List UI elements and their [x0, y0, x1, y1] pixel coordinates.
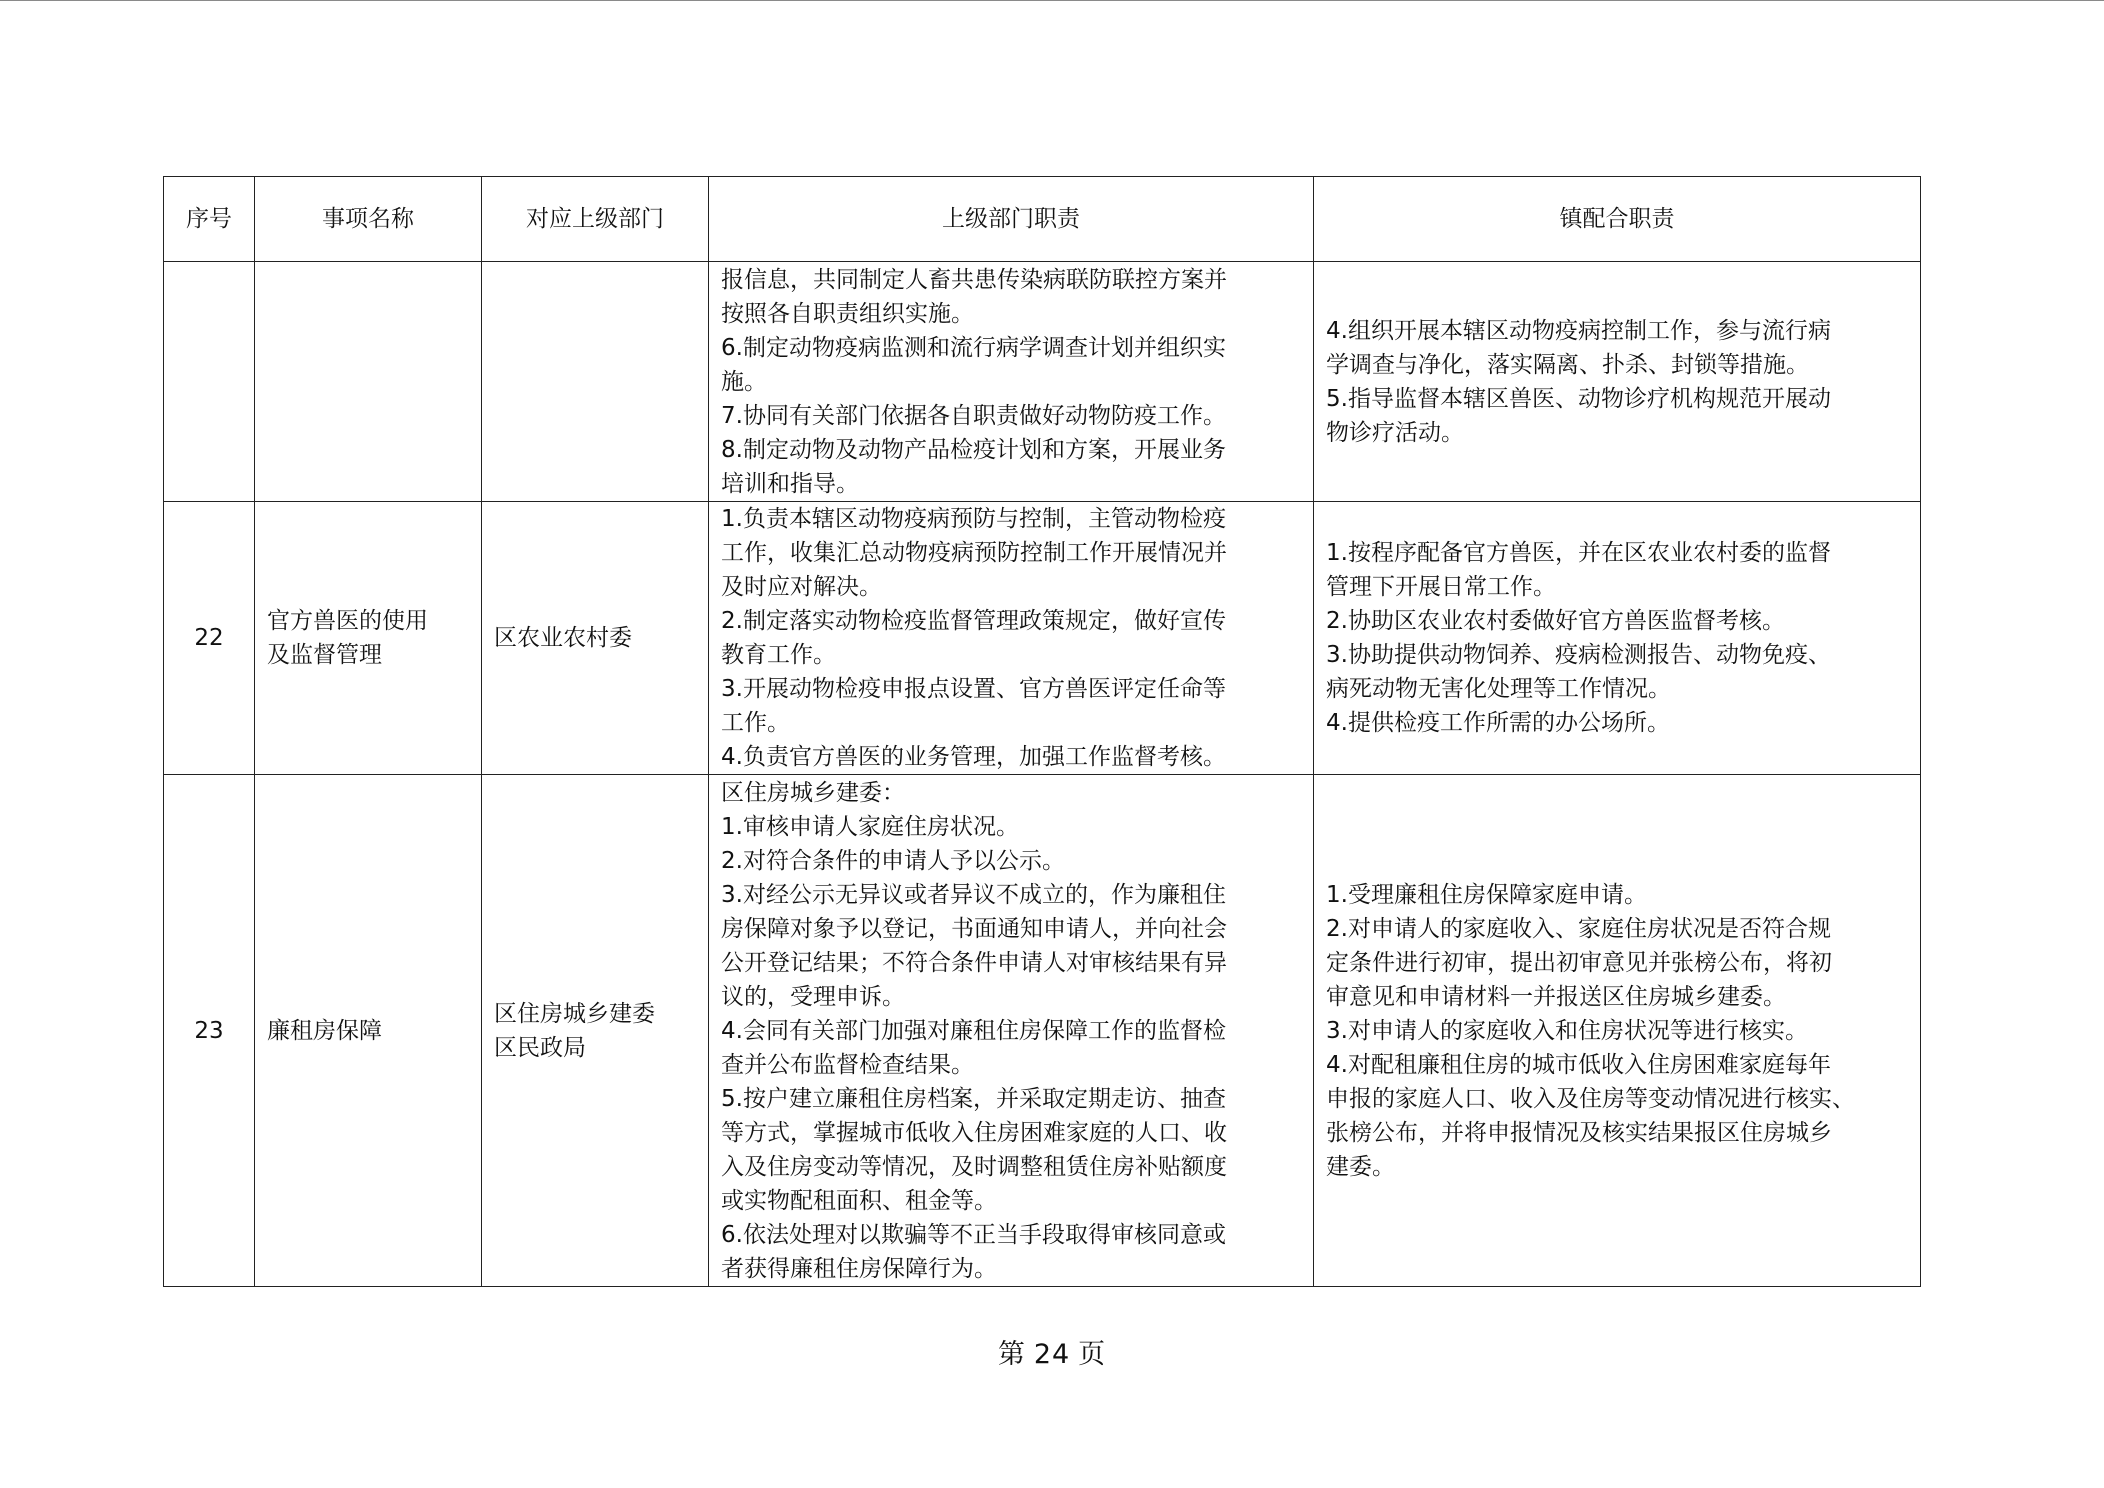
- cell-line: 区住房城乡建委: [494, 1000, 655, 1027]
- page-label-prefix: 第: [997, 1339, 1026, 1370]
- cell-line: 物诊疗活动。: [1326, 419, 1464, 446]
- cell-line: 4.组织开展本辖区动物疫病控制工作，参与流行病: [1326, 317, 1831, 344]
- cell-line: 按照各自职责组织实施。: [721, 300, 974, 327]
- table-row: [164, 775, 1921, 1287]
- cell-line: 1.按程序配备官方兽医，并在区农业农村委的监督: [1326, 540, 1831, 566]
- cell-superior-duties: [709, 262, 1314, 502]
- cell-line: 及监督管理: [267, 642, 382, 668]
- cell-line: 议的，受理申诉。: [721, 983, 905, 1010]
- duties-table: [163, 176, 1921, 1287]
- header-superior-duties: 上级部门职责: [709, 177, 1314, 262]
- cell-line: 5.指导监督本辖区兽医、动物诊疗机构规范开展动: [1326, 385, 1831, 412]
- cell-line: 病死动物无害化处理等工作情况。: [1326, 676, 1671, 702]
- cell-superior-department: [482, 502, 709, 775]
- cell-superior-duties: [709, 775, 1314, 1287]
- cell-line: 审意见和申请材料一并报送区住房城乡建委。: [1326, 983, 1786, 1010]
- header-town-duties: 镇配合职责: [1314, 177, 1921, 262]
- header-serial-number: 序号: [164, 177, 255, 262]
- cell-line: 2.对申请人的家庭收入、家庭住房状况是否符合规: [1326, 915, 1831, 942]
- cell-line: 工作。: [721, 710, 790, 736]
- cell-line: 张榜公布，并将申报情况及核实结果报区住房城乡: [1326, 1119, 1832, 1146]
- cell-line: 3.对经公示无异议或者异议不成立的，作为廉租住: [721, 881, 1226, 908]
- cell-line: 6.依法处理对以欺骗等不正当手段取得审核同意或: [721, 1221, 1226, 1248]
- table-row: [164, 262, 1921, 502]
- cell-line: 3.协助提供动物饲养、疫病检测报告、动物免疫、: [1326, 642, 1831, 668]
- cell-line: 1.受理廉租住房保障家庭申请。: [1326, 881, 1647, 908]
- cell-line: 3.开展动物检疫申报点设置、官方兽医评定任命等: [721, 676, 1226, 702]
- cell-line: 2.协助区农业农村委做好官方兽医监督考核。: [1326, 608, 1785, 634]
- cell-line: 4.负责官方兽医的业务管理，加强工作监督考核。: [721, 744, 1226, 770]
- cell-item-name: [255, 262, 482, 502]
- cell-line: 管理下开展日常工作。: [1326, 574, 1556, 600]
- table-row: [164, 502, 1921, 775]
- cell-line: 8.制定动物及动物产品检疫计划和方案，开展业务: [721, 436, 1226, 463]
- cell-superior-department: [482, 775, 709, 1287]
- cell-line: 5.按户建立廉租住房档案，并采取定期走访、抽查: [721, 1085, 1226, 1112]
- cell-line: 2.对符合条件的申请人予以公示。: [721, 847, 1065, 874]
- cell-line: 者获得廉租住房保障行为。: [721, 1255, 997, 1282]
- cell-line: 2.制定落实动物检疫监督管理政策规定，做好宣传: [721, 608, 1226, 634]
- cell-line: 公开登记结果；不符合条件申请人对审核结果有异: [721, 949, 1227, 976]
- cell-line: 区住房城乡建委：: [721, 779, 905, 806]
- cell-line: 入及住房变动等情况，及时调整租赁住房补贴额度: [721, 1153, 1227, 1180]
- cell-line: 查并公布监督检查结果。: [721, 1051, 974, 1078]
- cell-line: 定条件进行初审，提出初审意见并张榜公布，将初: [1326, 949, 1832, 976]
- cell-serial-number: [164, 262, 255, 502]
- header-superior-department: 对应上级部门: [482, 177, 709, 262]
- cell-line: 廉租房保障: [267, 1017, 382, 1044]
- cell-town-duties: [1314, 775, 1921, 1287]
- cell-line: 1.负责本辖区动物疫病预防与控制，主管动物检疫: [721, 506, 1226, 532]
- cell-item-name: [255, 775, 482, 1287]
- table-header-row: [164, 177, 1921, 262]
- cell-item-name: [255, 502, 482, 775]
- cell-line: 及时应对解决。: [721, 574, 882, 600]
- cell-serial-number: 23: [164, 775, 255, 1287]
- cell-line: 1.审核申请人家庭住房状况。: [721, 813, 1019, 840]
- cell-line: 培训和指导。: [721, 470, 859, 497]
- cell-line: 教育工作。: [721, 642, 836, 668]
- cell-line: 学调查与净化，落实隔离、扑杀、封锁等措施。: [1326, 351, 1809, 378]
- cell-town-duties: [1314, 262, 1921, 502]
- page-number: 24: [1033, 1339, 1071, 1370]
- cell-line: 报信息，共同制定人畜共患传染病联防联控方案并: [721, 266, 1227, 293]
- cell-superior-department: [482, 262, 709, 502]
- page-top-border: [0, 0, 2104, 1]
- cell-line: 4.对配租廉租住房的城市低收入住房困难家庭每年: [1326, 1051, 1831, 1078]
- cell-line: 申报的家庭人口、收入及住房等变动情况进行核实、: [1326, 1085, 1855, 1112]
- cell-line: 3.对申请人的家庭收入和住房状况等进行核实。: [1326, 1017, 1808, 1044]
- cell-line: 4.提供检疫工作所需的办公场所。: [1326, 710, 1670, 736]
- cell-line: 工作，收集汇总动物疫病预防控制工作开展情况并: [721, 540, 1227, 566]
- cell-line: 官方兽医的使用: [267, 608, 428, 634]
- page-footer: [0, 1332, 2104, 1371]
- header-item-name: 事项名称: [255, 177, 482, 262]
- page-label-suffix: 页: [1078, 1339, 1107, 1370]
- cell-line: 区农业农村委: [494, 625, 632, 651]
- cell-line: 区民政局: [494, 1034, 586, 1061]
- cell-line: 房保障对象予以登记，书面通知申请人，并向社会: [721, 915, 1227, 942]
- cell-line: 建委。: [1326, 1153, 1395, 1180]
- cell-town-duties: [1314, 502, 1921, 775]
- cell-line: 7.协同有关部门依据各自职责做好动物防疫工作。: [721, 402, 1226, 429]
- cell-superior-duties: [709, 502, 1314, 775]
- cell-line: 施。: [721, 368, 767, 395]
- cell-line: 4.会同有关部门加强对廉租住房保障工作的监督检: [721, 1017, 1226, 1044]
- cell-line: 或实物配租面积、租金等。: [721, 1187, 997, 1214]
- cell-line: 6.制定动物疫病监测和流行病学调查计划并组织实: [721, 334, 1226, 361]
- cell-line: 等方式，掌握城市低收入住房困难家庭的人口、收: [721, 1119, 1227, 1146]
- cell-serial-number: 22: [164, 502, 255, 775]
